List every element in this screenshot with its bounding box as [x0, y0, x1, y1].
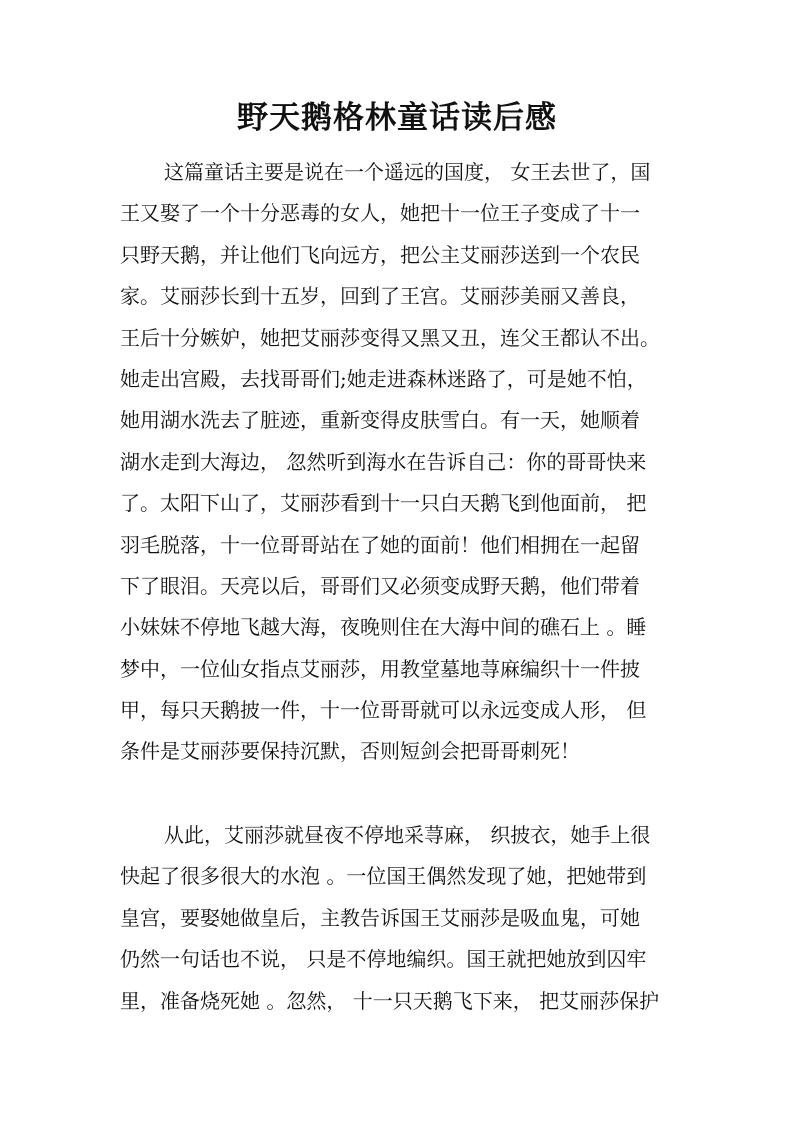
text-line: 仍然一句话也不说， 只是不停地编织。国王就把她放到囚牢: [120, 947, 647, 972]
paragraph-1: [120, 152, 692, 773]
text-line: 快起了很多很大的水泡 。一位国王偶然发现了她，把她带到: [120, 864, 647, 889]
text-line: 家。艾丽莎长到十五岁，回到了王宫。艾丽莎美丽又善良，: [120, 284, 640, 309]
text-line: 皇宫，要娶她做皇后，主教告诉国王艾丽莎是吸血鬼，可她: [120, 905, 640, 930]
text-line: 只野天鹅，并让他们飞向远方，把公主艾丽莎送到一个农民: [120, 242, 640, 267]
text-line: 里，准备烧死她 。忽然， 十一只天鹅飞下来， 把艾丽莎保护: [120, 988, 660, 1013]
text-line: 羽毛脱落，十一位哥哥站在了她的面前！他们相拥在一起留: [120, 532, 640, 557]
text-line: 条件是艾丽莎要保持沉默，否则短剑会把哥哥刺死！: [120, 739, 580, 764]
text-line: 她用湖水洗去了脏迹，重新变得皮肤雪白。有一天，她顺着: [120, 408, 640, 433]
text-line: 王又娶了一个十分恶毒的女人，她把十一位王子变成了十一: [120, 201, 640, 226]
text-line: 湖水走到大海边， 忽然听到海水在告诉自己：你的哥哥快来: [120, 449, 647, 474]
text-line: 甲，每只天鹅披一件，十一位哥哥就可以永远变成人形， 但: [120, 698, 647, 723]
paragraph-2: [120, 815, 692, 1022]
text-line: 了。太阳下山了，艾丽莎看到十一只白天鹅飞到他面前， 把: [120, 491, 647, 516]
text-line: 她走出宫殿，去找哥哥们;她走进森林迷路了，可是她不怕，: [120, 366, 647, 391]
text-line: 从此，艾丽莎就昼夜不停地采荨麻， 织披衣，她手上很: [164, 823, 651, 847]
text-line: 这篇童话主要是说在一个遥远的国度， 女王去世了，国: [164, 160, 651, 184]
text-line: 下了眼泪。天亮以后，哥哥们又必须变成野天鹅，他们带着: [120, 573, 640, 598]
text-line: 王后十分嫉妒，她把艾丽莎变得又黑又丑，连父王都认不出。: [120, 325, 660, 350]
text-line: 梦中，一位仙女指点艾丽莎，用教堂墓地荨麻编织十一件披: [120, 656, 640, 681]
text-line: 小妹妹不停地飞越大海，夜晚则住在大海中间的礁石上 。睡: [120, 615, 647, 640]
document-title: 野天鹅格林童话读后感: [237, 100, 557, 136]
